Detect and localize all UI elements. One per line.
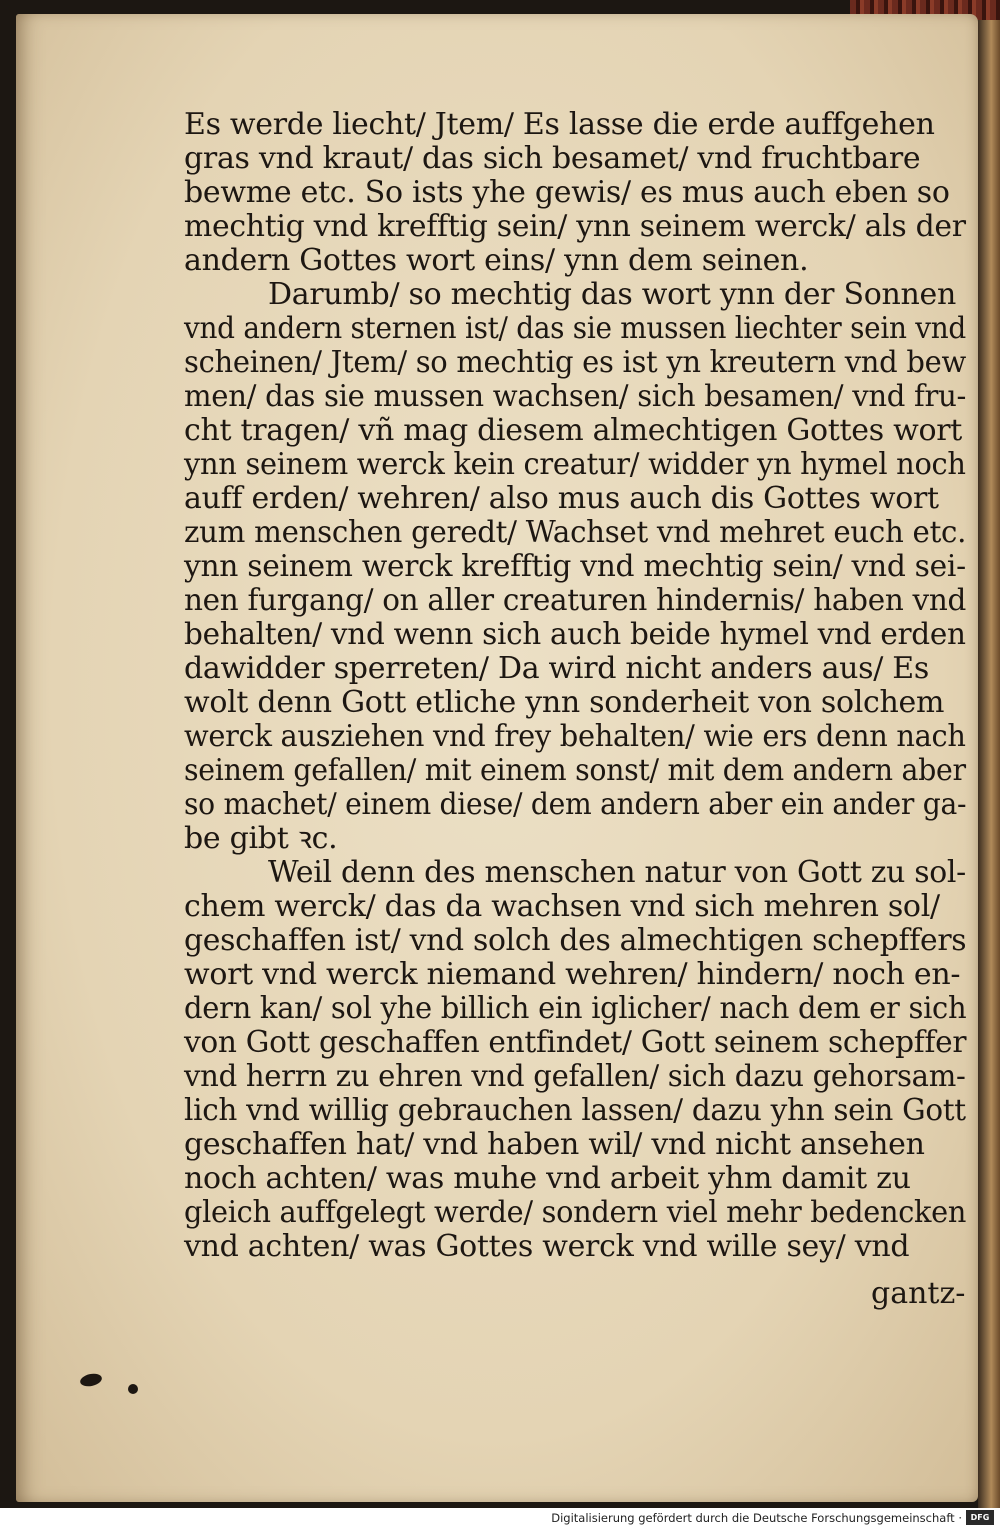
text-line: cht tragen/ vñ mag diesem almechtigen Gottes wort [184,413,963,448]
text-line: noch achten/ was muhe vnd arbeit yhm damit zu [184,1161,911,1196]
page-edge-strip [978,20,1000,1508]
text-line: ynn seinem werck krefftig vnd mechtig sein/ vnd sei- [184,549,966,584]
text-line: mechtig vnd krefftig sein/ ynn seinem werck/ als der [184,209,966,244]
text-line: seinem gefallen/ mit einem sonst/ mit dem andern aber [184,753,966,788]
text-line: vnd achten/ was Gottes werck vnd wille sey/ vnd [184,1229,910,1264]
text-line: andern Gottes wort eins/ ynn dem seinen. [184,243,809,278]
text-line: wort vnd werck niemand wehren/ hindern/ noch en- [184,957,961,992]
text-line: ynn seinem werck kein creatur/ widder yn hymel noch [184,447,966,482]
text-line: Es werde liecht/ Jtem/ Es lasse die erde auffgehen [184,107,935,142]
text-line: von Gott geschaffen entfindet/ Gott seinem schepffer [184,1025,967,1060]
catchword: gantz- [871,1276,966,1311]
paper-page [16,14,978,1502]
text-line: bewme etc. So ists yhe gewis/ es mus auch eben so [184,175,950,210]
text-line: behalten/ vnd wenn sich auch beide hymel vnd erden [184,617,966,652]
text-line: men/ das sie mussen wachsen/ sich besamen/ vnd fru- [184,379,967,414]
funding-note: Digitalisierung gefördert durch die Deutsche Forschungsgemeinschaft · [551,1511,962,1525]
text-line: dawidder sperreten/ Da wird nicht anders aus/ Es [184,651,930,686]
text-line: be gibt ꝛc. [184,821,338,856]
text-line: chem werck/ das da wachsen vnd sich mehren sol/ [184,889,940,924]
footer-bar [0,1508,1000,1528]
ink-spot [128,1384,138,1394]
text-line: Weil denn des menschen natur von Gott zu sol- [268,855,966,890]
text-line: gras vnd kraut/ das sich besamet/ vnd fruchtbare [184,141,921,176]
text-line: zum menschen geredt/ Wachset vnd mehret euch etc. [184,515,967,550]
text-line: dern kan/ sol yhe billich ein iglicher/ nach dem er sich [184,991,967,1026]
dfg-logo: DFG [966,1510,994,1525]
text-line: geschaffen hat/ vnd haben wil/ vnd nicht ansehen [184,1127,925,1162]
text-line: vnd herrn zu ehren vnd gefallen/ sich dazu gehorsam- [184,1059,966,1094]
text-line: lich vnd willig gebrauchen lassen/ dazu yhn sein Gott [184,1093,966,1128]
text-line: scheinen/ Jtem/ so mechtig es ist yn kreutern vnd bew [184,345,966,380]
text-line: vnd andern sternen ist/ das sie mussen liechter sein vnd [184,311,967,346]
body-text-block [184,108,966,1264]
text-line: geschaffen ist/ vnd solch des almechtigen schepffers [184,923,967,958]
text-line: gleich auffgelegt werde/ sondern viel mehr bedencken [184,1195,967,1230]
text-line: so machet/ einem diese/ dem andern aber ein ander ga- [184,787,967,822]
text-line: auff erden/ wehren/ also mus auch dis Gottes wort [184,481,939,516]
text-line: wolt denn Gott etliche ynn sonderheit von solchem [184,685,945,720]
text-line: nen furgang/ on aller creaturen hindernis/ haben vnd [184,583,967,618]
text-line: werck ausziehen vnd frey behalten/ wie ers denn nach [184,719,966,754]
text-line: Darumb/ so mechtig das wort ynn der Sonnen [268,277,956,312]
